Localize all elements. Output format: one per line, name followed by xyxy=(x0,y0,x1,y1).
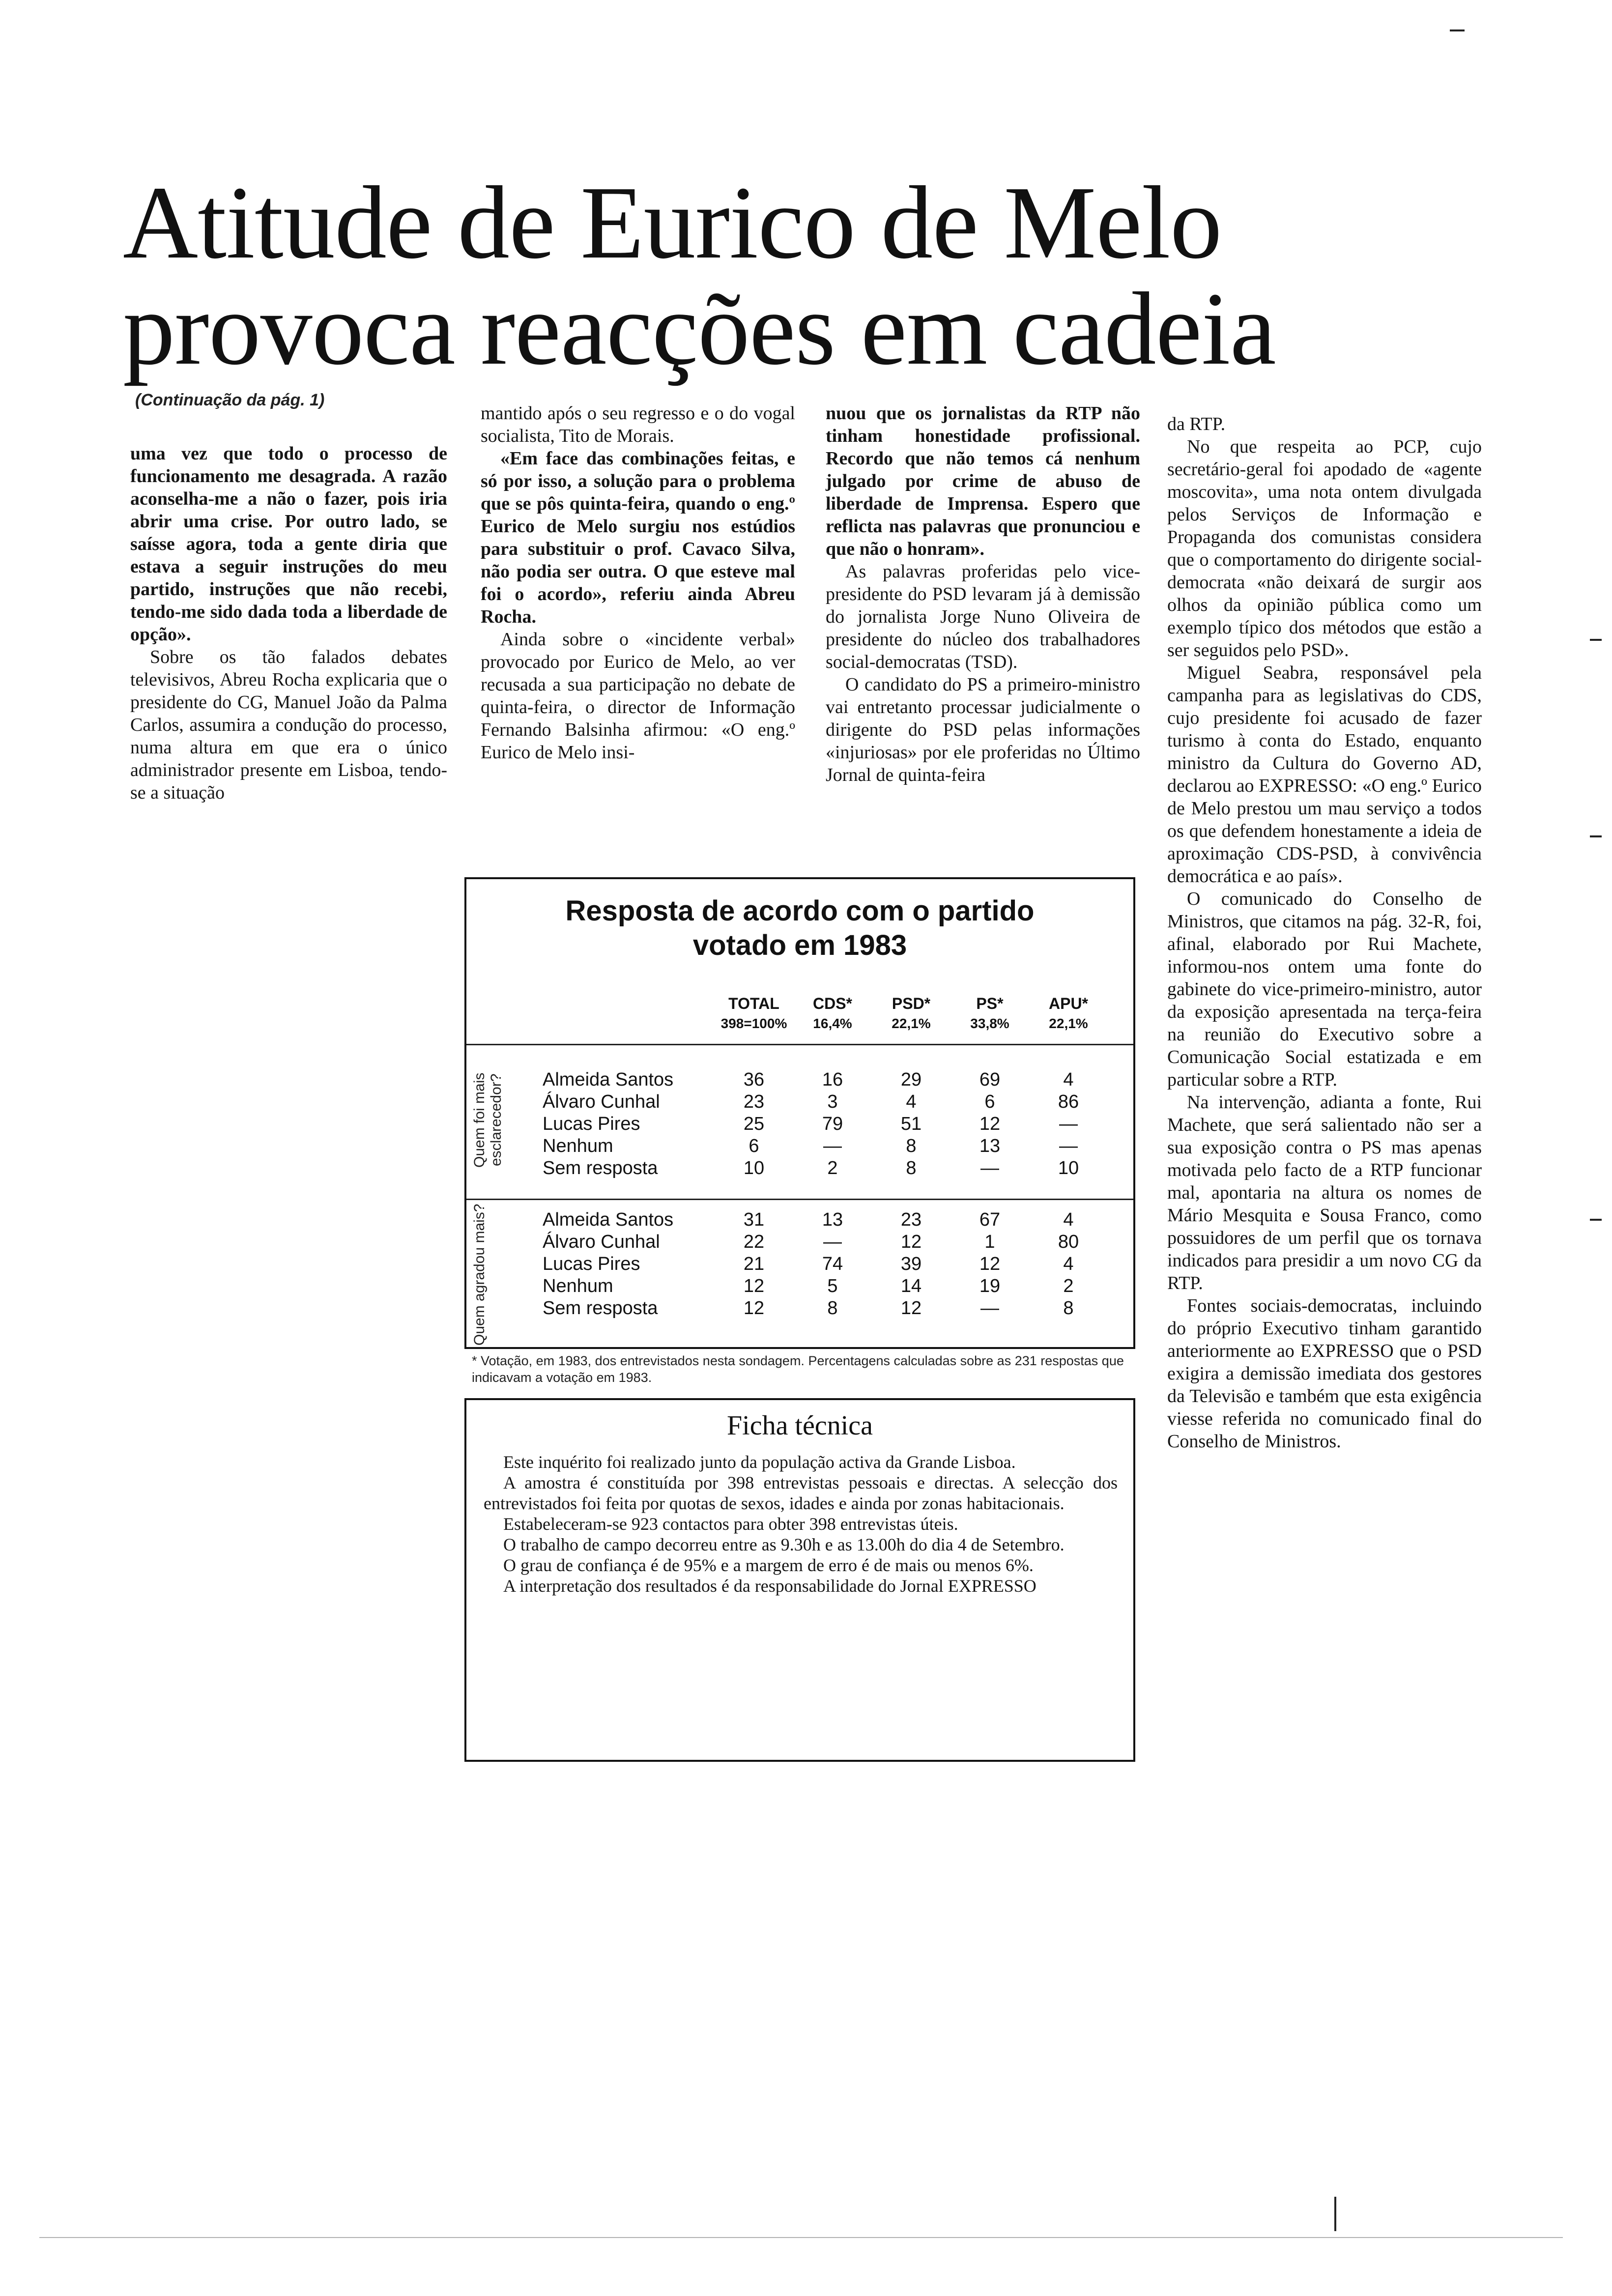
group-label: Quem agradou mais? xyxy=(471,1204,488,1346)
cell: — xyxy=(980,1158,999,1178)
paragraph: da RTP. xyxy=(1167,414,1226,434)
table-row xyxy=(466,1275,1133,1297)
cell: 8 xyxy=(827,1298,838,1319)
row-name: Nenhum xyxy=(543,1136,613,1156)
cell: 51 xyxy=(900,1114,922,1134)
cell: 1 xyxy=(984,1232,995,1252)
cell: 36 xyxy=(743,1069,765,1090)
cell: 12 xyxy=(743,1276,765,1296)
table-row xyxy=(466,1068,1133,1091)
column-header: PSD* xyxy=(892,995,931,1012)
cell: 29 xyxy=(900,1069,922,1090)
headline-line-1: Atitude de Eurico de Melo xyxy=(123,165,1222,280)
paragraph: Na intervenção, adianta a fonte, Rui Machete, que será salientado não ser a sua exposição contra o PS mas apenas motivada pelo facto de a RTP funcionar mal, apontaria na altura os nomes de Mário Mesquita e Sousa Franco, como possuidores de um perfil que os tornava indicados para presidir a um novo CG da RTP. xyxy=(1167,1092,1482,1293)
cell: 31 xyxy=(743,1209,765,1230)
cell: 12 xyxy=(900,1298,922,1319)
article-column-4 xyxy=(1167,413,1482,1453)
row-name: Lucas Pires xyxy=(543,1254,640,1274)
cell: 8 xyxy=(906,1158,917,1178)
row-name: Almeida Santos xyxy=(543,1069,674,1090)
paragraph: Estabeleceram-se 923 contactos para obter 398 entrevistas úteis. xyxy=(503,1514,958,1534)
row-name: Álvaro Cunhal xyxy=(543,1091,660,1112)
continuation-note: (Continuação da pág. 1) xyxy=(135,391,325,409)
table-divider xyxy=(466,1044,1133,1045)
scan-speck xyxy=(1590,835,1602,837)
row-name: Sem resposta xyxy=(543,1298,658,1319)
cell: 86 xyxy=(1058,1091,1079,1112)
poll-table xyxy=(464,877,1135,1349)
column-header: TOTAL xyxy=(728,995,779,1012)
column-header: PS* xyxy=(976,995,1004,1012)
paragraph: nuou que os jornalistas da RTP não tinham honestidade profissional. Recordo que não temos cá nenhum julgado por crime de abuso de liberdade de Imprensa. Espero que reflicta nas palavras que pronunciou e que não o honram». xyxy=(826,403,1140,559)
paragraph: Miguel Seabra, responsável pela campanha para as legislativas do CDS, cujo presidente foi acusado de fazer turismo à conta do Estado, enquanto ministro da Cultura do Governo AD, declarou ao EXPRESSO: «O eng.º Eurico de Melo prestou um mau serviço a todos os que defendem honestamente a ideia de aproximação CDS-PSD, à convivência democrática e ao país». xyxy=(1167,662,1482,887)
cell: 14 xyxy=(900,1276,922,1296)
cell: 16 xyxy=(822,1069,843,1090)
row-name: Álvaro Cunhal xyxy=(543,1232,660,1252)
paragraph: Ainda sobre o «incidente verbal» provocado por Eurico de Melo, ao ver recusada a sua participação no debate de quinta-feira, o director de Informação Fernando Balsinha afirmou: «O eng.º Eurico de Melo insi- xyxy=(481,629,795,763)
row-name: Nenhum xyxy=(543,1276,613,1296)
cell: 13 xyxy=(822,1209,843,1230)
cell: 8 xyxy=(906,1136,917,1156)
cell: 39 xyxy=(900,1254,922,1274)
paragraph: Fontes sociais-democratas, incluindo do próprio Executivo tinham garantido anteriormente ao EXPRESSO que o PSD exigira a demissão imediata dos gestores da Televisão e também que esta exigência viesse referida no comunicado final do Conselho de Ministros. xyxy=(1167,1295,1482,1452)
cell: 2 xyxy=(827,1158,838,1178)
column-subheader: 16,4% xyxy=(813,1016,852,1031)
ficha-body xyxy=(484,1452,1118,1596)
cell: 2 xyxy=(1063,1276,1074,1296)
cell: 10 xyxy=(1058,1158,1079,1178)
column-subheader: 33,8% xyxy=(970,1016,1009,1031)
paragraph: mantido após o seu regresso e o do vogal socialista, Tito de Morais. xyxy=(481,403,795,446)
cell: 25 xyxy=(743,1114,765,1134)
paragraph: Este inquérito foi realizado junto da população activa da Grande Lisboa. xyxy=(503,1452,1016,1472)
cell: 8 xyxy=(1063,1298,1074,1319)
cell: 13 xyxy=(979,1136,1001,1156)
cell: 4 xyxy=(906,1091,917,1112)
row-name: Almeida Santos xyxy=(543,1209,674,1230)
headline xyxy=(123,165,1450,387)
scan-speck xyxy=(1590,639,1602,641)
cell: 12 xyxy=(979,1254,1001,1274)
scan-speck xyxy=(1334,2197,1336,2231)
paragraph: O grau de confiança é de 95% e a margem de erro é de mais ou menos 6%. xyxy=(503,1555,1034,1575)
paragraph: A interpretação dos resultados é da responsabilidade do Jornal EXPRESSO xyxy=(503,1576,1036,1596)
cell: 3 xyxy=(827,1091,838,1112)
paragraph: As palavras proferidas pelo vice-presidente do PSD levaram já à demissão do jornalista Jorge Nuno Oliveira de presidente do núcleo dos trabalhadores social-democratas (TSD). xyxy=(826,561,1140,672)
cell: 23 xyxy=(900,1209,922,1230)
paragraph: O candidato do PS a primeiro-ministro vai entretanto processar judicialmente o dirigente do PSD pelas informações «injuriosas» por ele proferidas no Último Jornal de quinta-feira xyxy=(826,674,1140,785)
scan-line xyxy=(39,2237,1563,2238)
cell: 67 xyxy=(979,1209,1001,1230)
cell: 4 xyxy=(1063,1209,1074,1230)
ficha-tecnica-box xyxy=(464,1398,1135,1762)
cell: 4 xyxy=(1063,1254,1074,1274)
cell: 80 xyxy=(1058,1232,1079,1252)
table-row xyxy=(466,1135,1133,1157)
row-name: Lucas Pires xyxy=(543,1114,640,1134)
paragraph: uma vez que todo o processo de funcionamento me desagrada. A razão aconselha-me a não o fazer, pois iria abrir uma crise. Por outro lado, se saísse agora, toda a gente diria que estava a seguir instruções do meu partido, instruções que não recebi, tendo-me sido dada toda a liberdade de opção». xyxy=(130,443,447,645)
scan-speck xyxy=(1450,29,1465,31)
article-column-1 xyxy=(130,442,447,804)
cell: — xyxy=(1059,1136,1078,1156)
paragraph: No que respeita ao PCP, cujo secretário-geral foi apodado de «agente moscovita», uma nota ontem divulgada pelos Serviços de Informação e Propaganda dos comunistas considera que o comportamento do dirigente social-democrata «não deixará de surgir aos olhos da opinião pública como um exemplo típico dos métodos que estão a ser seguidos pelo PSD». xyxy=(1167,436,1482,660)
ficha-title: Ficha técnica xyxy=(727,1410,873,1441)
cell: 12 xyxy=(743,1298,765,1319)
table-row xyxy=(466,1157,1133,1179)
table-row xyxy=(466,1253,1133,1275)
table-title-line-2: votado em 1983 xyxy=(692,929,907,961)
cell: 12 xyxy=(979,1114,1001,1134)
cell: — xyxy=(980,1298,999,1319)
table-row xyxy=(466,1297,1133,1320)
group-label: Quem foi mais esclarecedor? xyxy=(471,1072,504,1168)
column-subheader: 22,1% xyxy=(892,1016,931,1031)
table-row xyxy=(466,1113,1133,1135)
table-row xyxy=(466,1231,1133,1253)
cell: 4 xyxy=(1063,1069,1074,1090)
paragraph: A amostra é constituída por 398 entrevistas pessoais e directas. A selecção dos entrevistados foi feita por quotas de sexos, idades e ainda por zonas habitacionais. xyxy=(484,1473,1118,1513)
cell: 6 xyxy=(748,1136,759,1156)
paragraph: Sobre os tão falados debates televisivos, Abreu Rocha explicaria que o presidente do CG, Manuel João da Palma Carlos, assumira a condução do processo, numa altura em que era o único administrador presente em Lisboa, tendo-se a situação xyxy=(130,647,447,803)
table-footnote: * Votação, em 1983, dos entrevistados nesta sondagem. Percentagens calculadas sobre as 231 respostas que indicavam a votação em 1983. xyxy=(472,1353,1124,1385)
article-column-2 xyxy=(481,402,795,764)
column-header: CDS* xyxy=(812,995,852,1012)
column-header: APU* xyxy=(1048,995,1088,1012)
table-row xyxy=(466,1091,1133,1113)
cell: — xyxy=(823,1136,842,1156)
cell: 5 xyxy=(827,1276,838,1296)
cell: 6 xyxy=(984,1091,995,1112)
table-divider xyxy=(466,1199,1133,1200)
cell: 23 xyxy=(743,1091,765,1112)
cell: 69 xyxy=(979,1069,1001,1090)
cell: 22 xyxy=(743,1232,765,1252)
column-subheader: 22,1% xyxy=(1049,1016,1088,1031)
table-row xyxy=(466,1208,1133,1231)
row-name: Sem resposta xyxy=(543,1158,658,1178)
column-subheader: 398=100% xyxy=(720,1016,787,1031)
table-title xyxy=(466,894,1133,963)
table-title-line-1: Resposta de acordo com o partido xyxy=(565,895,1035,927)
paragraph: O trabalho de campo decorreu entre as 9.30h e as 13.00h do dia 4 de Setembro. xyxy=(503,1535,1065,1554)
cell: — xyxy=(823,1232,842,1252)
paragraph: O comunicado do Conselho de Ministros, que citamos na pág. 32-R, foi, afinal, elaborado por Rui Machete, informou-nos ontem uma fonte do gabinete do vice-primeiro-ministro, autor da exposição apresentada na terça-feira na reunião do Executivo sobre a Comunicação Social estatizada e em particular sobre a RTP. xyxy=(1167,889,1482,1090)
cell: 19 xyxy=(979,1276,1001,1296)
cell: 79 xyxy=(822,1114,843,1134)
headline-line-2: provoca reacções em cadeia xyxy=(123,271,1276,387)
cell: 12 xyxy=(900,1232,922,1252)
cell: 10 xyxy=(743,1158,765,1178)
cell: 21 xyxy=(743,1254,765,1274)
cell: 74 xyxy=(822,1254,843,1274)
cell: — xyxy=(1059,1114,1078,1134)
article-column-3 xyxy=(826,402,1140,786)
scan-speck xyxy=(1590,1219,1602,1221)
paragraph: «Em face das combinações feitas, e só por isso, a solução para o problema que se pôs quinta-feira, quando o eng.º Eurico de Melo surgiu nos estúdios para substituir o prof. Cavaco Silva, não podia ser outra. O que esteve mal foi o acordo», referiu ainda Abreu Rocha. xyxy=(481,448,795,627)
